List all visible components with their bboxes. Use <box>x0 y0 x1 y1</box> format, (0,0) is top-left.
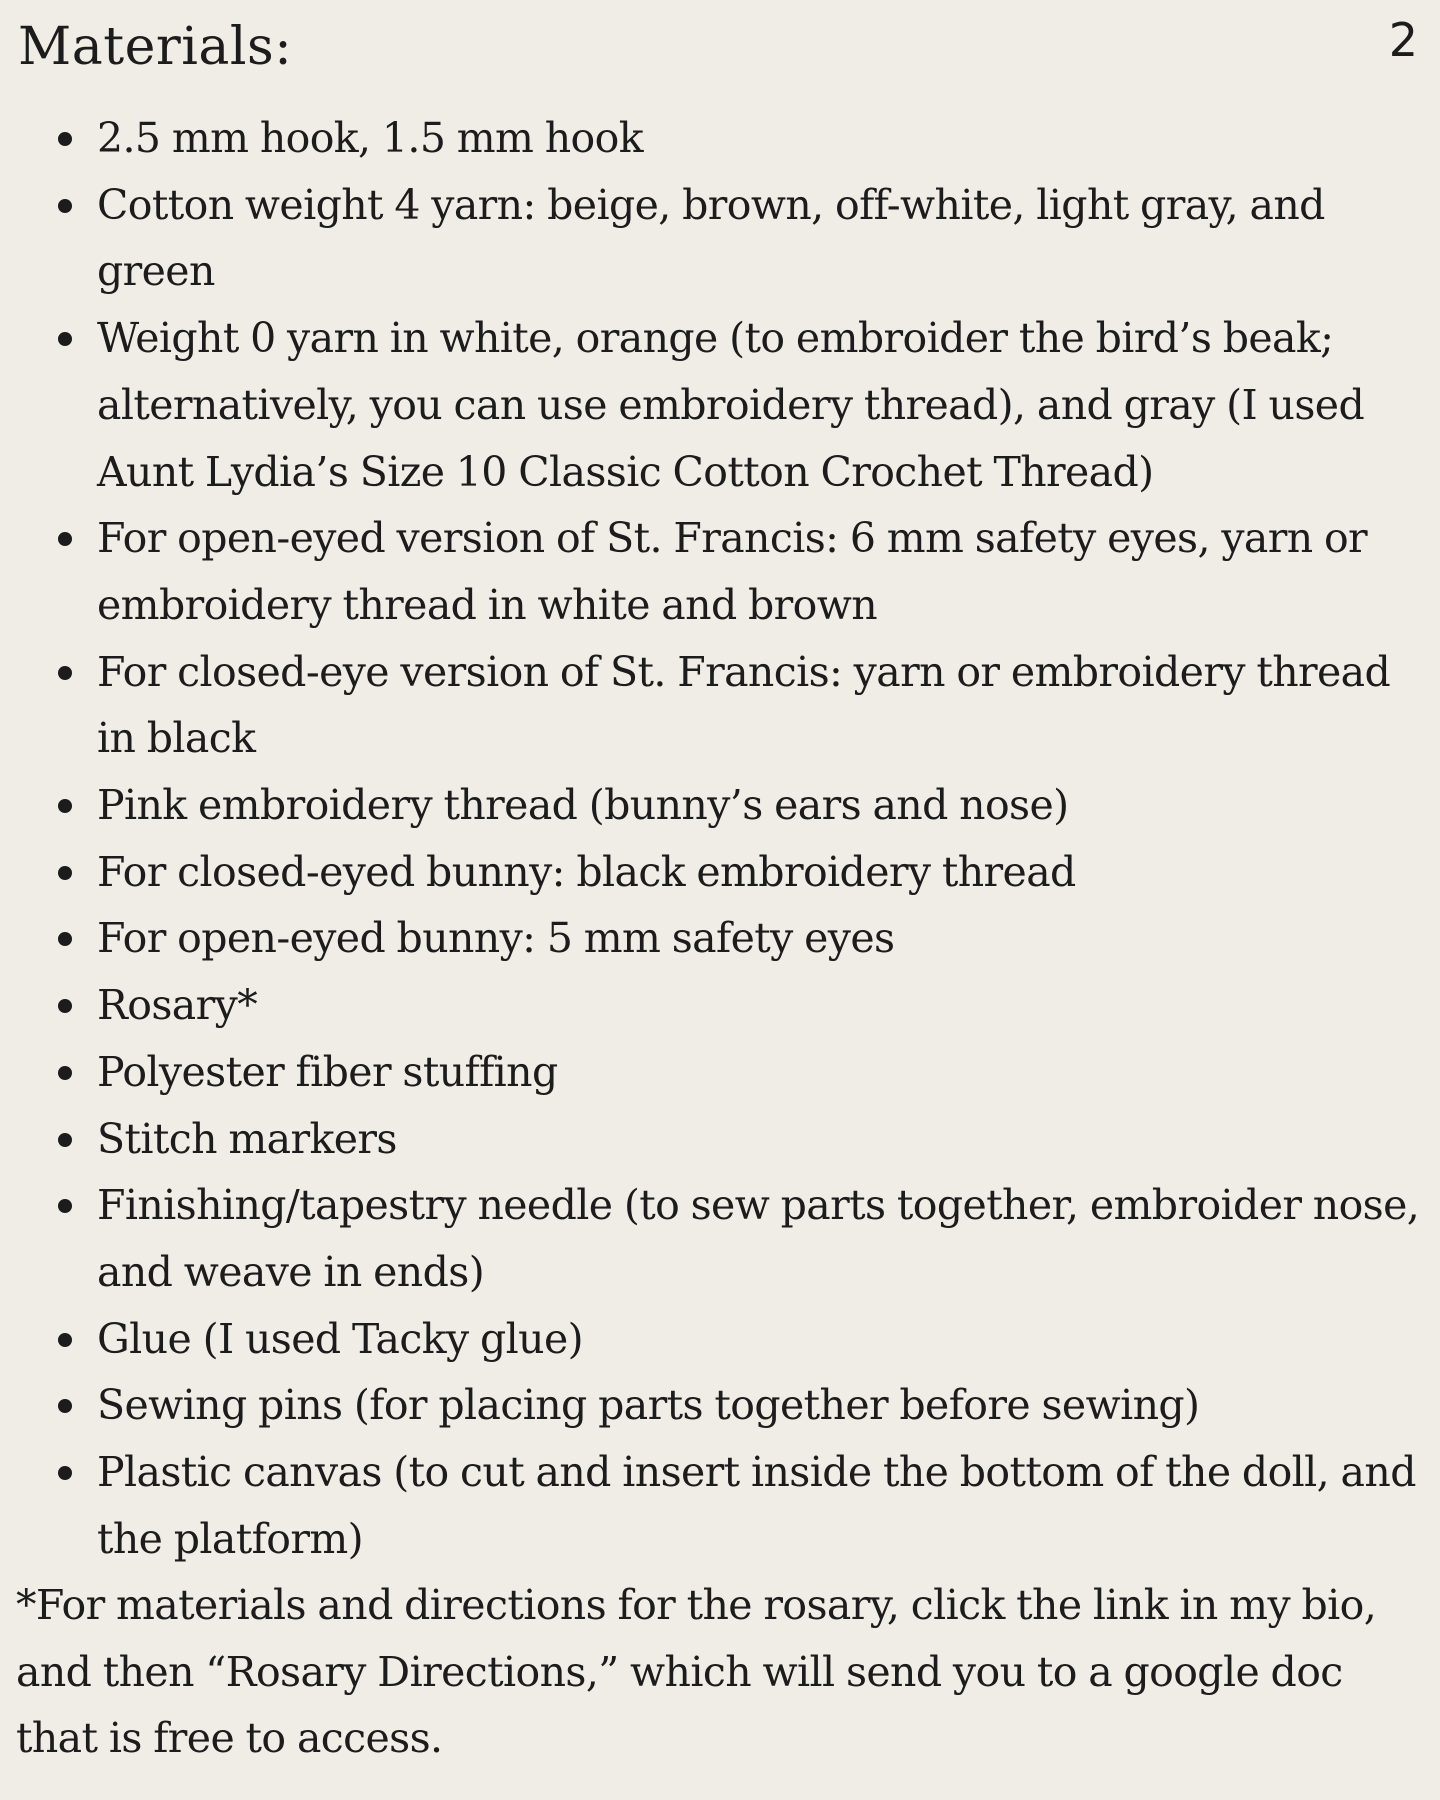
list-item-text: For closed-eye version of St. Francis: yarn or embroidery thread in black <box>97 647 1391 763</box>
list-item <box>0 505 1420 638</box>
bullet-icon <box>58 799 72 813</box>
list-item-text: Glue (I used Tacky glue) <box>97 1314 584 1363</box>
list-item-text: 2.5 mm hook, 1.5 mm hook <box>97 114 643 162</box>
bullet-icon <box>58 532 72 546</box>
list-item-text: Pink embroidery thread (bunny’s ears and nose) <box>97 781 1069 830</box>
bullet-icon <box>58 332 72 346</box>
bullet-icon <box>58 1199 72 1213</box>
list-item <box>0 839 1420 906</box>
list-item-text: Sewing pins (for placing parts together before sewing) <box>97 1381 1200 1430</box>
list-item-text: Cotton weight 4 yarn: beige, brown, off-white, light gray, and green <box>97 180 1325 296</box>
bullet-icon <box>58 999 72 1013</box>
list-item-text: For closed-eyed bunny: black embroidery thread <box>97 847 1076 896</box>
list-item-text: Rosary* <box>97 981 258 1030</box>
list-item <box>0 1439 1420 1572</box>
list-item <box>0 772 1420 839</box>
list-item <box>0 172 1420 305</box>
bullet-icon <box>58 1333 72 1347</box>
list-item <box>0 905 1420 972</box>
list-item-text: Plastic canvas (to cut and insert inside the bottom of the doll, and the platform) <box>97 1448 1416 1563</box>
list-item-text: Finishing/tapestry needle (to sew parts together, embroider nose, and weave in ends) <box>97 1181 1420 1296</box>
list-item <box>0 639 1420 772</box>
bullet-icon <box>58 866 72 880</box>
list-item <box>0 105 1420 172</box>
bullet-icon <box>58 1466 72 1480</box>
bullet-icon <box>58 666 72 680</box>
list-item <box>0 305 1420 505</box>
bullet-icon <box>58 1399 72 1413</box>
list-item <box>0 972 1420 1039</box>
list-item <box>0 1306 1420 1373</box>
materials-heading: Materials: <box>18 17 293 77</box>
list-item-text: Weight 0 yarn in white, orange (to embroider the bird’s beak; alternatively, you can use embroidery thread), and gray (I used Aunt Lydia’s Size 10 Classic Cotton Crochet Thread) <box>97 314 1365 496</box>
bullet-icon <box>58 199 72 213</box>
list-item-text: Polyester fiber stuffing <box>97 1047 558 1096</box>
list-item-text: For open-eyed version of St. Francis: 6 mm safety eyes, yarn or embroidery thread in white and brown <box>97 514 1368 629</box>
list-item <box>0 1172 1420 1305</box>
list-item <box>0 1106 1420 1173</box>
rosary-footnote: *For materials and directions for the rosary, click the link in my bio, and then “Rosary Directions,” which will send you to a google doc that is free to access. <box>16 1581 1377 1763</box>
list-item-text: For open-eyed bunny: 5 mm safety eyes <box>97 914 895 963</box>
materials-list <box>0 105 1420 1572</box>
page-number: 2 <box>1388 13 1418 67</box>
bullet-icon <box>58 1133 72 1147</box>
bullet-icon <box>58 1066 72 1080</box>
list-item <box>0 1039 1420 1106</box>
list-item <box>0 1372 1420 1439</box>
bullet-icon <box>58 932 72 946</box>
bullet-icon <box>58 132 72 146</box>
list-item-text: Stitch markers <box>97 1114 397 1163</box>
